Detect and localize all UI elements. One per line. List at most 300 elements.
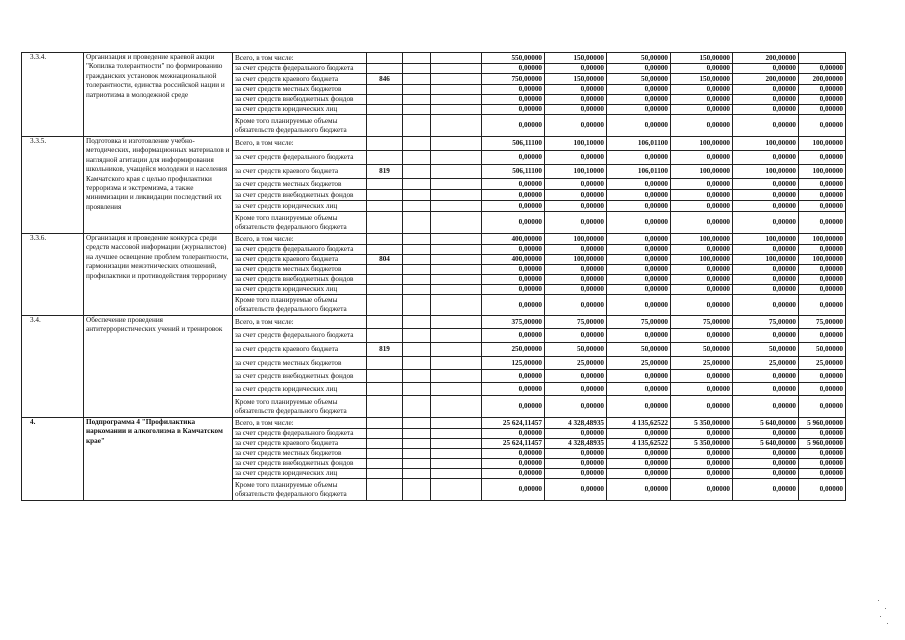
amount-cell: 0,00000 xyxy=(545,449,607,459)
empty-cell xyxy=(431,418,482,429)
amount-cell: 0,00000 xyxy=(733,64,799,74)
funding-source: Кроме того планируемые объемы обязательств федерального бюджета xyxy=(233,212,367,234)
amount-cell: 0,00000 xyxy=(671,449,733,459)
amount-cell: 0,00000 xyxy=(482,190,545,201)
amount-cell: 0,00000 xyxy=(482,275,545,285)
amount-cell: 50,00000 xyxy=(545,343,607,357)
funding-source: за счет средств юридических лиц xyxy=(233,469,367,479)
amount-cell: 100,00000 xyxy=(733,234,799,245)
amount-cell: 0,00000 xyxy=(799,429,846,439)
funding-source: за счет средств внебюджетных фондов xyxy=(233,95,367,105)
budget-code xyxy=(367,285,403,295)
amount-cell: 0,00000 xyxy=(733,265,799,275)
amount-cell: 0,00000 xyxy=(799,449,846,459)
amount-cell: 50,00000 xyxy=(607,343,671,357)
amount-cell: 0,00000 xyxy=(799,212,846,234)
budget-code xyxy=(367,201,403,212)
amount-cell: 200,00000 xyxy=(733,53,799,64)
amount-cell: 5 640,00000 xyxy=(733,439,799,449)
amount-cell: 100,00000 xyxy=(799,137,846,151)
amount-cell: 0,00000 xyxy=(607,285,671,295)
amount-cell: 100,00000 xyxy=(671,234,733,245)
empty-cell xyxy=(431,449,482,459)
amount-cell: 0,00000 xyxy=(671,201,733,212)
funding-source: за счет средств краевого бюджета xyxy=(233,165,367,179)
empty-cell xyxy=(431,105,482,115)
amount-cell: 0,00000 xyxy=(482,429,545,439)
amount-cell: 0,00000 xyxy=(671,115,733,137)
amount-cell: 0,00000 xyxy=(799,179,846,190)
empty-cell xyxy=(403,201,431,212)
amount-cell: 0,00000 xyxy=(545,469,607,479)
amount-cell: 0,00000 xyxy=(545,459,607,469)
amount-cell: 200,00000 xyxy=(799,74,846,85)
amount-cell: 0,00000 xyxy=(799,383,846,396)
amount-cell: 0,00000 xyxy=(607,190,671,201)
empty-cell xyxy=(431,343,482,357)
amount-cell: 100,00000 xyxy=(671,255,733,265)
amount-cell: 0,00000 xyxy=(482,105,545,115)
budget-code xyxy=(367,357,403,370)
amount-cell: 250,00000 xyxy=(482,343,545,357)
amount-cell: 0,00000 xyxy=(671,396,733,418)
empty-cell xyxy=(403,95,431,105)
amount-cell: 0,00000 xyxy=(671,285,733,295)
funding-source: Всего, в том числе: xyxy=(233,234,367,245)
empty-cell xyxy=(431,429,482,439)
empty-cell xyxy=(431,179,482,190)
amount-cell xyxy=(799,53,846,64)
empty-cell xyxy=(431,469,482,479)
amount-cell: 5 350,00000 xyxy=(671,439,733,449)
amount-cell: 506,11100 xyxy=(482,165,545,179)
item-name: Обеспечение проведения антитеррористических учений и тренировок xyxy=(84,316,233,418)
amount-cell: 0,00000 xyxy=(671,95,733,105)
amount-cell: 0,00000 xyxy=(799,275,846,285)
budget-code xyxy=(367,105,403,115)
funding-source: за счет средств федерального бюджета xyxy=(233,151,367,165)
empty-cell xyxy=(403,85,431,95)
funding-source: за счет средств местных бюджетов xyxy=(233,85,367,95)
amount-cell: 0,00000 xyxy=(733,151,799,165)
budget-code xyxy=(367,429,403,439)
budget-code xyxy=(367,329,403,343)
amount-cell: 0,00000 xyxy=(545,479,607,501)
item-number: 3.3.6. xyxy=(22,234,84,316)
amount-cell: 0,00000 xyxy=(671,275,733,285)
empty-cell xyxy=(431,165,482,179)
amount-cell: 0,00000 xyxy=(482,285,545,295)
budget-code xyxy=(367,459,403,469)
amount-cell: 100,00000 xyxy=(545,234,607,245)
amount-cell: 100,00000 xyxy=(799,255,846,265)
amount-cell: 0,00000 xyxy=(733,469,799,479)
amount-cell: 0,00000 xyxy=(733,105,799,115)
empty-cell xyxy=(403,285,431,295)
amount-cell: 150,00000 xyxy=(545,74,607,85)
amount-cell: 0,00000 xyxy=(733,190,799,201)
empty-cell xyxy=(431,190,482,201)
budget-code xyxy=(367,439,403,449)
budget-code xyxy=(367,449,403,459)
empty-cell xyxy=(431,53,482,64)
budget-sheet xyxy=(21,52,845,501)
amount-cell: 0,00000 xyxy=(733,429,799,439)
amount-cell: 25,00000 xyxy=(733,357,799,370)
amount-cell: 0,00000 xyxy=(607,329,671,343)
funding-source: за счет средств внебюджетных фондов xyxy=(233,275,367,285)
funding-source: Кроме того планируемые объемы обязательств федерального бюджета xyxy=(233,479,367,501)
amount-cell: 150,00000 xyxy=(671,53,733,64)
amount-cell: 0,00000 xyxy=(799,115,846,137)
amount-cell: 0,00000 xyxy=(482,85,545,95)
amount-cell: 0,00000 xyxy=(607,255,671,265)
amount-cell: 375,00000 xyxy=(482,316,545,329)
empty-cell xyxy=(403,74,431,85)
amount-cell: 0,00000 xyxy=(545,429,607,439)
amount-cell: 50,00000 xyxy=(607,53,671,64)
amount-cell: 0,00000 xyxy=(482,479,545,501)
amount-cell: 0,00000 xyxy=(607,85,671,95)
empty-cell xyxy=(431,357,482,370)
table-row xyxy=(22,53,846,64)
amount-cell: 0,00000 xyxy=(482,212,545,234)
amount-cell: 0,00000 xyxy=(545,105,607,115)
amount-cell: 0,00000 xyxy=(545,383,607,396)
budget-code xyxy=(367,190,403,201)
amount-cell: 100,00000 xyxy=(671,137,733,151)
amount-cell: 0,00000 xyxy=(482,329,545,343)
empty-cell xyxy=(431,64,482,74)
budget-code: 846 xyxy=(367,74,403,85)
budget-code xyxy=(367,64,403,74)
amount-cell: 0,00000 xyxy=(482,64,545,74)
empty-cell xyxy=(403,357,431,370)
amount-cell: 0,00000 xyxy=(607,295,671,316)
amount-cell: 0,00000 xyxy=(733,201,799,212)
amount-cell: 0,00000 xyxy=(607,370,671,383)
amount-cell: 0,00000 xyxy=(545,285,607,295)
item-name: Организация и проведение конкурса среди средств массовой информации (журналистов) на лучшее освещение проблем толерантности, гармонизации межэтнических отношений, профилактики и противодействия терроризму xyxy=(84,234,233,316)
amount-cell: 0,00000 xyxy=(545,295,607,316)
amount-cell: 0,00000 xyxy=(482,265,545,275)
empty-cell xyxy=(431,479,482,501)
funding-source: за счет средств юридических лиц xyxy=(233,285,367,295)
amount-cell: 50,00000 xyxy=(733,343,799,357)
amount-cell: 0,00000 xyxy=(799,85,846,95)
amount-cell: 200,00000 xyxy=(733,74,799,85)
amount-cell: 100,10000 xyxy=(545,165,607,179)
amount-cell: 0,00000 xyxy=(607,383,671,396)
empty-cell xyxy=(403,383,431,396)
amount-cell: 100,00000 xyxy=(733,137,799,151)
amount-cell: 0,00000 xyxy=(733,449,799,459)
amount-cell: 0,00000 xyxy=(482,469,545,479)
empty-cell xyxy=(431,115,482,137)
budget-code: 819 xyxy=(367,165,403,179)
amount-cell: 0,00000 xyxy=(545,265,607,275)
budget-code xyxy=(367,275,403,285)
amount-cell: 0,00000 xyxy=(671,479,733,501)
amount-cell: 0,00000 xyxy=(607,95,671,105)
amount-cell: 0,00000 xyxy=(799,329,846,343)
amount-cell: 0,00000 xyxy=(799,105,846,115)
empty-cell xyxy=(431,255,482,265)
amount-cell: 0,00000 xyxy=(799,459,846,469)
amount-cell: 0,00000 xyxy=(799,479,846,501)
amount-cell: 0,00000 xyxy=(671,151,733,165)
amount-cell: 0,00000 xyxy=(545,212,607,234)
amount-cell: 0,00000 xyxy=(733,396,799,418)
amount-cell: 100,10000 xyxy=(545,137,607,151)
budget-code xyxy=(367,95,403,105)
amount-cell: 25,00000 xyxy=(607,357,671,370)
amount-cell: 100,00000 xyxy=(733,165,799,179)
budget-code xyxy=(367,418,403,429)
amount-cell: 0,00000 xyxy=(607,105,671,115)
funding-source: Всего, в том числе: xyxy=(233,53,367,64)
amount-cell: 0,00000 xyxy=(733,285,799,295)
amount-cell: 0,00000 xyxy=(482,295,545,316)
empty-cell xyxy=(431,459,482,469)
funding-source: за счет средств юридических лиц xyxy=(233,105,367,115)
table-row xyxy=(22,234,846,245)
amount-cell: 25 624,11457 xyxy=(482,418,545,429)
amount-cell: 0,00000 xyxy=(545,190,607,201)
item-number: 3.3.4. xyxy=(22,53,84,137)
budget-code xyxy=(367,85,403,95)
empty-cell xyxy=(431,245,482,255)
funding-source: за счет средств краевого бюджета xyxy=(233,74,367,85)
amount-cell: 75,00000 xyxy=(545,316,607,329)
amount-cell: 0,00000 xyxy=(671,179,733,190)
amount-cell: 0,00000 xyxy=(545,329,607,343)
empty-cell xyxy=(403,329,431,343)
scan-artifact-dots xyxy=(876,600,890,626)
amount-cell: 0,00000 xyxy=(671,469,733,479)
empty-cell xyxy=(403,151,431,165)
funding-source: Всего, в том числе: xyxy=(233,316,367,329)
amount-cell: 0,00000 xyxy=(482,370,545,383)
budget-code xyxy=(367,115,403,137)
funding-source: за счет средств юридических лиц xyxy=(233,383,367,396)
amount-cell: 0,00000 xyxy=(482,151,545,165)
budget-code xyxy=(367,234,403,245)
amount-cell: 0,00000 xyxy=(799,95,846,105)
empty-cell xyxy=(403,295,431,316)
amount-cell: 0,00000 xyxy=(482,383,545,396)
amount-cell: 50,00000 xyxy=(607,74,671,85)
amount-cell: 0,00000 xyxy=(482,245,545,255)
budget-code xyxy=(367,212,403,234)
budget-code xyxy=(367,316,403,329)
table-row xyxy=(22,316,846,329)
amount-cell: 4 328,48935 xyxy=(545,439,607,449)
budget-code xyxy=(367,137,403,151)
empty-cell xyxy=(431,265,482,275)
amount-cell: 0,00000 xyxy=(607,234,671,245)
amount-cell: 100,00000 xyxy=(545,255,607,265)
empty-cell xyxy=(431,201,482,212)
budget-code: 804 xyxy=(367,255,403,265)
amount-cell: 25,00000 xyxy=(671,357,733,370)
amount-cell: 75,00000 xyxy=(607,316,671,329)
amount-cell: 125,00000 xyxy=(482,357,545,370)
empty-cell xyxy=(403,343,431,357)
amount-cell: 0,00000 xyxy=(671,245,733,255)
amount-cell: 0,00000 xyxy=(799,370,846,383)
amount-cell: 0,00000 xyxy=(671,265,733,275)
empty-cell xyxy=(403,275,431,285)
amount-cell: 0,00000 xyxy=(607,469,671,479)
budget-table xyxy=(21,52,846,501)
amount-cell: 0,00000 xyxy=(799,64,846,74)
empty-cell xyxy=(403,418,431,429)
amount-cell: 0,00000 xyxy=(545,151,607,165)
funding-source: за счет средств федерального бюджета xyxy=(233,64,367,74)
amount-cell: 106,01100 xyxy=(607,137,671,151)
amount-cell: 0,00000 xyxy=(607,265,671,275)
funding-source: за счет средств местных бюджетов xyxy=(233,449,367,459)
budget-code xyxy=(367,396,403,418)
item-number: 3.3.5. xyxy=(22,137,84,234)
amount-cell: 0,00000 xyxy=(733,85,799,95)
amount-cell: 75,00000 xyxy=(799,316,846,329)
amount-cell: 50,00000 xyxy=(671,343,733,357)
budget-code xyxy=(367,479,403,501)
amount-cell: 0,00000 xyxy=(671,370,733,383)
amount-cell: 0,00000 xyxy=(733,383,799,396)
amount-cell: 506,11100 xyxy=(482,137,545,151)
amount-cell: 0,00000 xyxy=(482,396,545,418)
amount-cell: 0,00000 xyxy=(733,179,799,190)
empty-cell xyxy=(403,449,431,459)
item-name: Подпрограмма 4 "Профилактика наркомании и алкоголизма в Камчатском крае" xyxy=(84,418,233,501)
amount-cell: 0,00000 xyxy=(733,459,799,469)
empty-cell xyxy=(431,295,482,316)
funding-source: за счет средств местных бюджетов xyxy=(233,265,367,275)
amount-cell: 0,00000 xyxy=(545,64,607,74)
empty-cell xyxy=(431,74,482,85)
amount-cell: 0,00000 xyxy=(482,95,545,105)
budget-code xyxy=(367,265,403,275)
budget-code xyxy=(367,53,403,64)
empty-cell xyxy=(431,275,482,285)
amount-cell: 0,00000 xyxy=(799,190,846,201)
amount-cell: 0,00000 xyxy=(545,85,607,95)
amount-cell: 25,00000 xyxy=(545,357,607,370)
item-name: Организация и проведение краевой акции "Копилка толерантности" по формированию гражданских установок межнациональной толерантности, единства российской нации и патриотизма в молодежной среде xyxy=(84,53,233,137)
amount-cell: 0,00000 xyxy=(545,370,607,383)
empty-cell xyxy=(431,85,482,95)
amount-cell: 0,00000 xyxy=(607,201,671,212)
amount-cell: 0,00000 xyxy=(671,459,733,469)
budget-code xyxy=(367,179,403,190)
amount-cell: 0,00000 xyxy=(733,479,799,501)
empty-cell xyxy=(403,469,431,479)
amount-cell: 0,00000 xyxy=(607,275,671,285)
empty-cell xyxy=(403,190,431,201)
funding-source: за счет средств юридических лиц xyxy=(233,201,367,212)
empty-cell xyxy=(431,329,482,343)
amount-cell: 0,00000 xyxy=(671,85,733,95)
amount-cell: 50,00000 xyxy=(799,343,846,357)
empty-cell xyxy=(431,95,482,105)
amount-cell: 0,00000 xyxy=(733,212,799,234)
empty-cell xyxy=(431,285,482,295)
amount-cell: 0,00000 xyxy=(671,64,733,74)
amount-cell: 25,00000 xyxy=(799,357,846,370)
funding-source: за счет средств местных бюджетов xyxy=(233,179,367,190)
budget-code: 819 xyxy=(367,343,403,357)
funding-source: Всего, в том числе: xyxy=(233,137,367,151)
empty-cell xyxy=(403,439,431,449)
amount-cell: 0,00000 xyxy=(733,115,799,137)
amount-cell: 0,00000 xyxy=(799,151,846,165)
funding-source: за счет средств федерального бюджета xyxy=(233,329,367,343)
budget-code xyxy=(367,383,403,396)
amount-cell: 0,00000 xyxy=(671,212,733,234)
empty-cell xyxy=(403,64,431,74)
amount-cell: 0,00000 xyxy=(671,105,733,115)
empty-cell xyxy=(403,370,431,383)
funding-source: за счет средств краевого бюджета xyxy=(233,343,367,357)
empty-cell xyxy=(431,439,482,449)
empty-cell xyxy=(403,245,431,255)
amount-cell: 25 624,11457 xyxy=(482,439,545,449)
amount-cell: 0,00000 xyxy=(799,201,846,212)
amount-cell: 0,00000 xyxy=(607,459,671,469)
amount-cell: 150,00000 xyxy=(545,53,607,64)
amount-cell: 0,00000 xyxy=(733,295,799,316)
amount-cell: 100,00000 xyxy=(799,165,846,179)
empty-cell xyxy=(431,316,482,329)
amount-cell: 0,00000 xyxy=(733,95,799,105)
item-name: Подготовка и изготовление учебно-методических, информационных материалов и наглядной агитации для информирования школьников, учащейся молодежи и населения Камчатского края с целью профилактики терроризма и экстремизма, а также минимизации и ликвидации последствий их проявления xyxy=(84,137,233,234)
amount-cell: 0,00000 xyxy=(607,429,671,439)
amount-cell: 400,00000 xyxy=(482,234,545,245)
amount-cell: 0,00000 xyxy=(607,212,671,234)
item-number: 4. xyxy=(22,418,84,501)
empty-cell xyxy=(403,53,431,64)
amount-cell: 0,00000 xyxy=(607,151,671,165)
empty-cell xyxy=(403,316,431,329)
empty-cell xyxy=(431,137,482,151)
amount-cell: 0,00000 xyxy=(799,265,846,275)
amount-cell: 0,00000 xyxy=(671,190,733,201)
funding-source: за счет средств федерального бюджета xyxy=(233,429,367,439)
amount-cell: 106,01100 xyxy=(607,165,671,179)
budget-code xyxy=(367,469,403,479)
budget-code xyxy=(367,295,403,316)
empty-cell xyxy=(431,383,482,396)
empty-cell xyxy=(403,479,431,501)
amount-cell: 0,00000 xyxy=(545,275,607,285)
amount-cell: 0,00000 xyxy=(733,370,799,383)
amount-cell: 0,00000 xyxy=(671,429,733,439)
amount-cell: 0,00000 xyxy=(482,201,545,212)
amount-cell: 0,00000 xyxy=(482,179,545,190)
amount-cell: 0,00000 xyxy=(545,95,607,105)
item-number: 3.4. xyxy=(22,316,84,418)
empty-cell xyxy=(403,265,431,275)
empty-cell xyxy=(431,234,482,245)
empty-cell xyxy=(431,370,482,383)
amount-cell: 4 135,62522 xyxy=(607,418,671,429)
amount-cell: 0,00000 xyxy=(545,115,607,137)
empty-cell xyxy=(403,396,431,418)
amount-cell: 0,00000 xyxy=(607,115,671,137)
